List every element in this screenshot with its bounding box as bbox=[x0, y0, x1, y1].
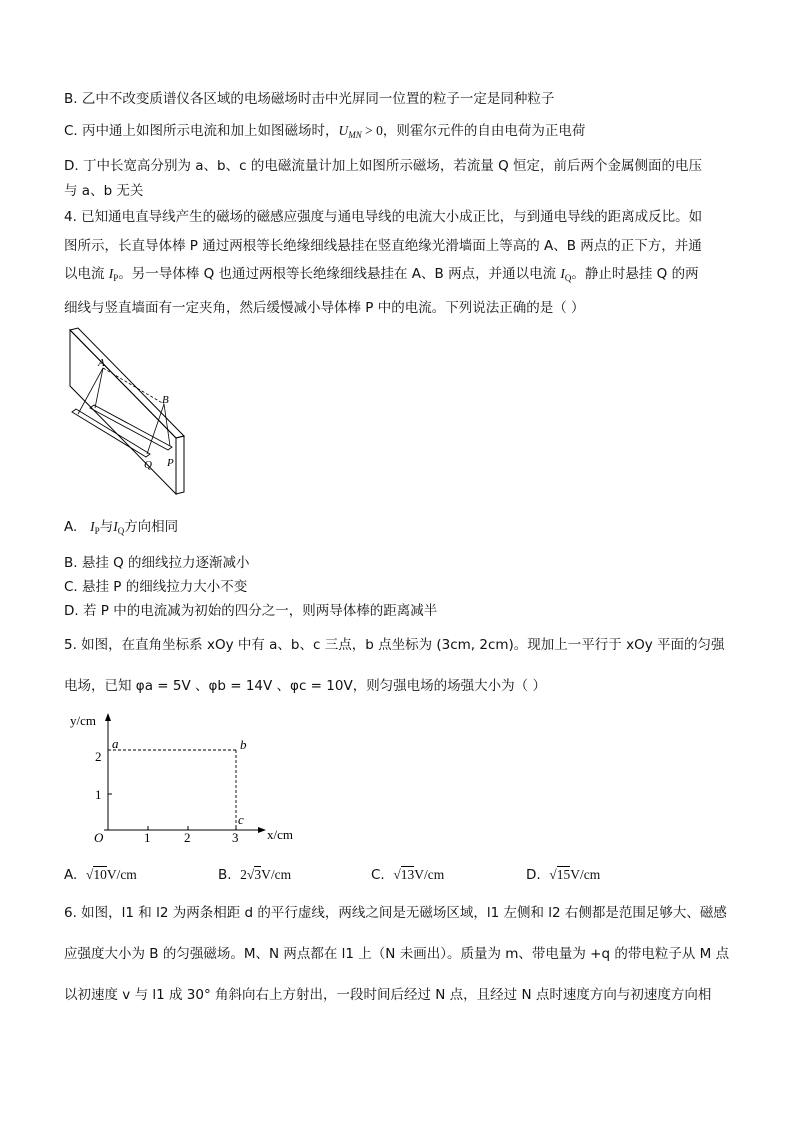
x-axis-label: x/cm bbox=[267, 827, 293, 842]
q4-option-b: B. 悬挂 Q 的细线拉力逐渐减小 bbox=[64, 555, 250, 571]
q3-option-c bbox=[64, 121, 585, 145]
q4-figure bbox=[64, 326, 196, 498]
q4-ip-sub: P bbox=[113, 273, 119, 283]
q5-option-a: A. √10V/cm bbox=[64, 867, 137, 883]
rod-q bbox=[72, 409, 150, 457]
q4-opta-iq: I bbox=[113, 519, 118, 534]
q3-option-c-tail: > 0 bbox=[361, 123, 383, 138]
q5-option-d-unit: V/cm bbox=[570, 867, 601, 882]
q5-option-b-unit: V/cm bbox=[261, 867, 292, 882]
q3-option-c-sub: MN bbox=[348, 130, 362, 140]
q4-iq-sub: Q bbox=[564, 273, 572, 283]
q4-line3-mid: 。另一导体棒 Q 也通过两根等长绝缘细线悬挂在 A、B 两点，并通以电流 bbox=[118, 266, 561, 282]
q5-option-b-radicand: 3 bbox=[254, 867, 262, 882]
q4-iq-symbol: I bbox=[560, 266, 565, 281]
point-c-label: c bbox=[238, 812, 244, 827]
q5-option-d-radicand: 15 bbox=[556, 867, 571, 882]
label-p: P bbox=[167, 457, 174, 469]
x-tick-2: 2 bbox=[184, 830, 191, 845]
x-axis-arrow bbox=[258, 827, 266, 833]
q4-stem-line2: 图所示，长直导体棒 P 通过两根等长绝缘细线悬挂在竖直绝缘光滑墙面上等高的 A、B 两点的正下方，并通 bbox=[64, 238, 702, 254]
q4-opta-post: 方向相同 bbox=[124, 519, 179, 535]
label-b: B bbox=[162, 394, 169, 406]
line-ab bbox=[103, 368, 164, 404]
q3-option-c-post: ，则霍尔元件的自由电荷为正电荷 bbox=[382, 123, 586, 139]
wall-right-edge bbox=[176, 436, 184, 494]
q5-option-d-label: D. bbox=[526, 867, 541, 883]
y-axis-label: y/cm bbox=[70, 713, 96, 728]
q4-opta-ip-sub: P bbox=[94, 526, 100, 536]
x-tick-3: 3 bbox=[232, 830, 239, 845]
q4-opta-iq-sub: Q bbox=[117, 526, 125, 536]
q4-option-a: A. $I_P$与$I_Q$方向相同 bbox=[64, 519, 179, 536]
y-axis-arrow bbox=[105, 713, 111, 721]
q3-option-c-pre: C. 丙中通上如图所示电流和加上如图磁场时， bbox=[64, 123, 339, 139]
q3-option-c-math: U bbox=[338, 123, 349, 138]
q5-option-c-radicand: 13 bbox=[400, 867, 415, 882]
y-tick-2: 2 bbox=[95, 749, 102, 764]
q5-graph bbox=[64, 708, 314, 848]
q5-option-a-unit: V/cm bbox=[106, 867, 137, 882]
q3-option-d-line2: 与 a、b 无关 bbox=[64, 183, 144, 199]
q4-option-a-label: A. bbox=[64, 519, 78, 535]
q4-stem-line1: 4. 已知通电直导线产生的磁场的磁感应强度与通电导线的电流大小成正比，与到通电导线的距离成反比。如 bbox=[64, 209, 703, 225]
q6-stem-line2: 应强度大小为 B 的匀强磁场。M、N 两点都在 l1 上（N 未画出）。质量为 m、带电量为 +q 的带电粒子从 M 点 bbox=[64, 946, 730, 962]
q5-option-b-coef: 2 bbox=[240, 867, 247, 882]
q5-stem-line2: 电场，已知 φa = 5V 、φb = 14V 、φc = 10V，则匀强电场的场强大小为（ ） bbox=[64, 678, 546, 694]
q5-option-c: C. √13V/cm bbox=[371, 867, 445, 883]
label-q: Q bbox=[144, 459, 152, 471]
q5-option-b-label: B. bbox=[218, 867, 232, 883]
point-b-label: b bbox=[240, 737, 247, 752]
q5-option-a-radicand: 10 bbox=[93, 867, 107, 882]
q5-option-b: B. 2√3V/cm bbox=[218, 867, 292, 883]
q6-stem-line1: 6. 如图，l1 和 l2 为两条相距 d 的平行虚线，两线之间是无磁场区域，l1 左侧和 l2 右侧都是范围足够大、磁感 bbox=[64, 905, 727, 921]
q6-stem-line3: 以初速度 v 与 l1 成 30° 角斜向右上方射出，一段时间后经过 N 点，且经过 N 点时速度方向与初速度方向相 bbox=[64, 987, 712, 1003]
q5-option-a-label: A. bbox=[64, 867, 78, 883]
q3-option-b: B. 乙中不改变质谱仪各区域的电场磁场时击中光屏同一位置的粒子一定是同种粒子 bbox=[64, 91, 555, 107]
q5-stem-line1: 5. 如图，在直角坐标系 xOy 中有 a、b、c 三点，b 点坐标为 (3cm, 2cm)。现加上一平行于 xOy 平面的匀强 bbox=[64, 637, 725, 653]
q4-stem-line4: 细线与竖直墙面有一定夹角，然后缓慢减小导体棒 P 中的电流。下列说法正确的是（ ） bbox=[64, 300, 585, 316]
q4-ip-symbol: I bbox=[108, 266, 114, 281]
q4-option-c: C. 悬挂 P 的细线拉力大小不变 bbox=[64, 579, 248, 595]
q3-option-d-line1: D. 丁中长宽高分别为 a、b、c 的电磁流量计加上如图所示磁场，若流量 Q 恒定，前后两个金属侧面的电压 bbox=[64, 158, 703, 174]
q4-opta-ip: I bbox=[90, 519, 95, 534]
q4-line3-pre: 以电流 bbox=[64, 266, 109, 282]
origin-label: O bbox=[94, 830, 104, 845]
q5-option-d: D. √15V/cm bbox=[526, 867, 601, 883]
q5-option-c-label: C. bbox=[371, 867, 385, 883]
q4-stem-line3 bbox=[64, 264, 699, 288]
q4-option-d: D. 若 P 中的电流减为初始的四分之一，则两导体棒的距离减半 bbox=[64, 603, 438, 619]
label-a: A bbox=[98, 357, 105, 369]
q5-option-c-unit: V/cm bbox=[414, 867, 445, 882]
q4-line3-post: 。静止时悬挂 Q 的两 bbox=[571, 266, 699, 282]
y-tick-1: 1 bbox=[95, 787, 102, 802]
point-a-label: a bbox=[112, 736, 119, 751]
x-tick-1: 1 bbox=[144, 830, 151, 845]
